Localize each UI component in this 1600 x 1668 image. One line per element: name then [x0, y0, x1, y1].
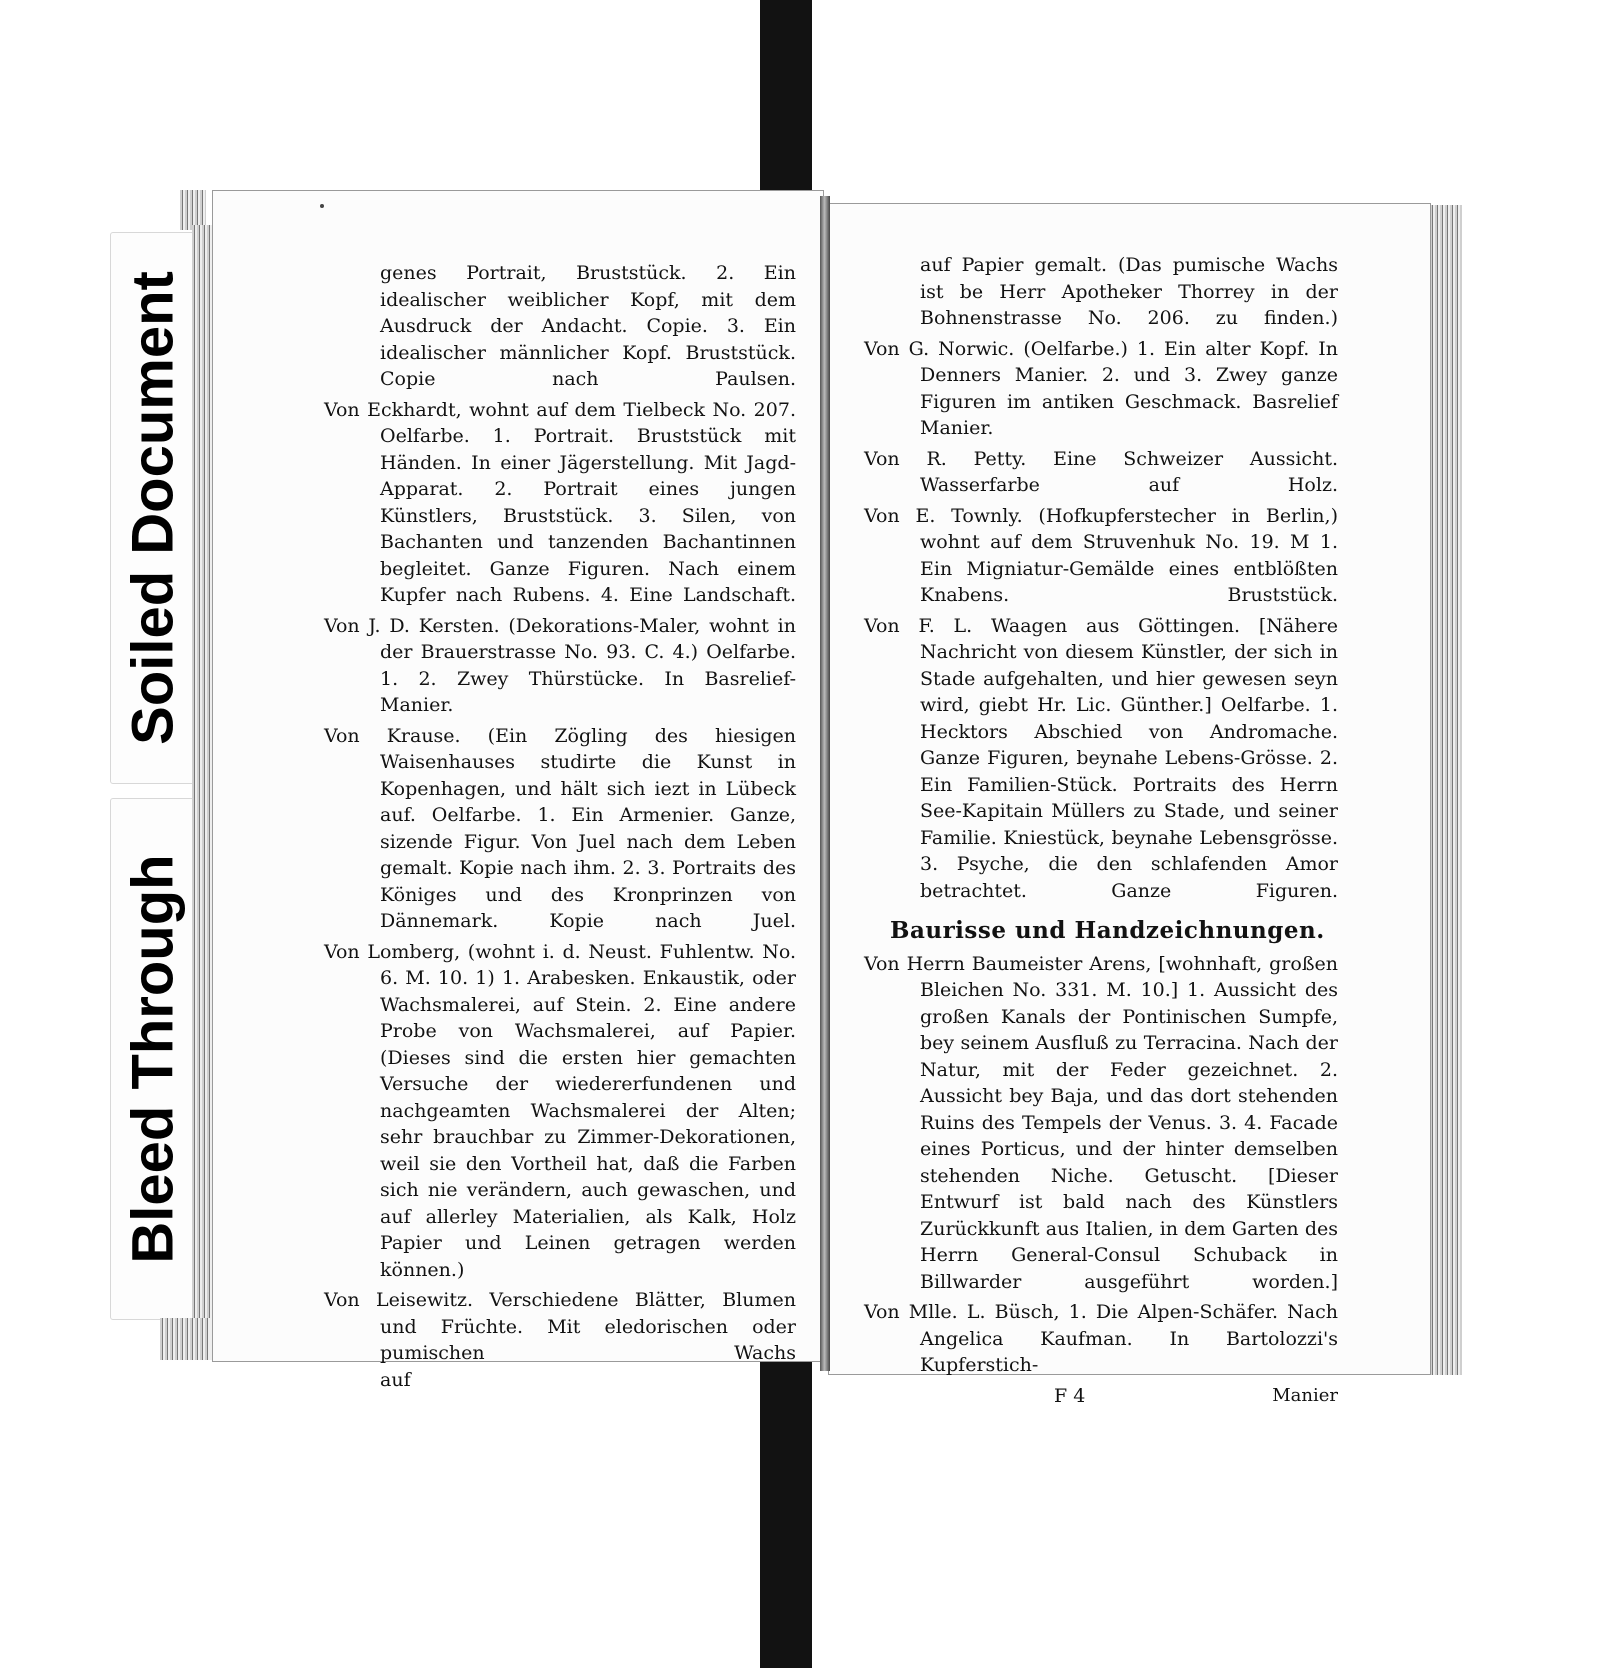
- catchword: auf: [380, 1368, 411, 1391]
- entry-kersten: Von J. D. Kersten. (Dekorations-Maler, wohnt in der Brauerstrasse No. 93. C. 4.) Oelfarbe. 1. 2. Zwey Thürstücke. In Basrelief-Manier.: [324, 614, 796, 716]
- page-edge-left-bottom: [160, 1318, 210, 1360]
- binding-strap-bottom: [760, 1350, 812, 1668]
- entry-norwic: Von G. Norwic. (Oelfarbe.) 1. Ein alter Kopf. In Denners Manier. 2. und 3. Zwey ganze Figuren im antiken Geschmack. Basrelief Manier.: [864, 337, 1338, 439]
- page-edge-left: [192, 225, 212, 1360]
- binding-strap-top: [760, 0, 812, 198]
- page-edge-right: [1430, 205, 1462, 1375]
- entry-lomberg: Von Lomberg, (wohnt i. d. Neust. Fuhlentw. No. 6. M. 10. 1) 1. Arabesken. Enkaustik, oder Wachsmalerei, auf Stein. 2. Eine andere Probe von Wachsmalerei, auf Papier. (Dieses sind die ersten hier gemachten Versuche der wiedererfundenen und nachgeamten Wachsmalerei der Alten; sehr brauchbar zu Zimmer-Dekorationen, weil sie den Vortheil hat, daß die Farben sich nie verändern, auch gewaschen, und auf allerley Materialien, als Kalk, Holz Papier und Leinen getragen werden können.): [324, 940, 796, 1281]
- entry-waagen: Von F. L. Waagen aus Göttingen. [Nähere Nachricht von diesem Künstler, der sich in Stade aufgehalten, und hier gewesen seyn wird, giebt Hr. Lic. Günther.] Oelfarbe. 1. Hecktors Abschied von Andromache. Ganze Figuren, beynahe Lebens-Grösse. 2. Ein Familien-Stück. Portraits des Herrn See-Kapitain Müllers zu Stade, und seiner Familie. Kniestück, beynahe Lebensgrösse. 3. Psyche, die den schlafenden Amor betrachtet. Ganze Figuren.: [864, 614, 1338, 902]
- entry-eckhardt: Von Eckhardt, wohnt auf dem Tielbeck No. 207. Oelfarbe. 1. Portrait. Bruststück mit Händen. In einer Jägerstellung. Mit Jagd-Apparat. 2. Portrait eines jungen Künstlers, Bruststück. 3. Silen, von Bachanten und tanzenden Bachantinnen begleitet. Ganze Figuren. Nach einem Kupfer nach Rubens. 4. Eine Landschaft.: [324, 398, 796, 606]
- section-heading: Baurisse und Handzeichnungen.: [890, 917, 1325, 944]
- entry-busch: Von Mlle. L. Büsch, 1. Die Alpen-Schäfer. Nach Angelica Kaufman. In Bartolozzi's Kupferstich-: [864, 1301, 1338, 1376]
- entry-leisewitz: Von Leisewitz. Verschiedene Blätter, Blumen und Früchte. Mit eledorischen oder pumischen Wachs: [324, 1289, 796, 1364]
- bleed-through-text: Bleed Through: [120, 854, 186, 1264]
- page-edge-left-top: [180, 190, 206, 230]
- page-footer: [864, 1383, 1338, 1410]
- right-page-text: [864, 252, 1338, 1409]
- paragraph: auf Papier gemalt. (Das pumische Wachs ist be Herr Apotheker Thorrey in der Bohnenstrasse No. 206. zu finden.): [920, 254, 1338, 329]
- catchword: Manier: [1272, 1384, 1338, 1406]
- entry-arens: Von Herrn Baumeister Arens, [wohnhaft, großen Bleichen No. 331. M. 10.] 1. Aussicht des großen Kanals der Pontinischen Sumpfe, bey seinem Ausfluß zu Terracina. Nach der Natur, mit der Feder gezeichnet. 2. Aussicht bey Baja, und das dort stehenden Ruins des Tempels der Venus. 3. 4. Facade eines Porticus, und der hinter demselben stehenden Niche. Getuscht. [Dieser Entwurf ist bald nach des Künstlers Zurückkunft aus Italien, in dem Garten des Herrn General-Consul Schuback in Billwarder ausgeführt worden.]: [864, 952, 1338, 1293]
- bleed-through-label: [110, 798, 196, 1320]
- entry-townly: Von E. Townly. (Hofkupferstecher in Berlin,) wohnt auf dem Struvenhuk No. 19. M 1. Ein Migniatur-Gemälde eines entblößten Knabens. Bruststück.: [864, 504, 1338, 606]
- left-page-text: [324, 260, 796, 1393]
- book-gutter: [820, 196, 830, 1371]
- entry-krause: Von Krause. (Ein Zögling des hiesigen Waisenhauses studirte die Kunst in Kopenhagen, und hält sich iezt in Lübeck auf. Oelfarbe. 1. Ein Armenier. Ganze, sizende Figur. Von Juel nach dem Leben gemalt. Kopie nach ihm. 2. 3. Portraits des Königes und des Kronprinzen von Dännemark. Kopie nach Juel.: [324, 724, 796, 932]
- signature-mark: F 4: [1054, 1384, 1086, 1407]
- soiled-document-label: [110, 232, 196, 784]
- paragraph: genes Portrait, Bruststück. 2. Ein idealischer weiblicher Kopf, mit dem Ausdruck der Andacht. Copie. 3. Ein idealischer männlicher Kopf. Bruststück. Copie nach Paulsen.: [380, 262, 796, 390]
- speck-mark: [320, 204, 324, 208]
- entry-petty: Von R. Petty. Eine Schweizer Aussicht. Wasserfarbe auf Holz.: [864, 447, 1338, 496]
- soiled-document-text: Soiled Document: [120, 271, 186, 745]
